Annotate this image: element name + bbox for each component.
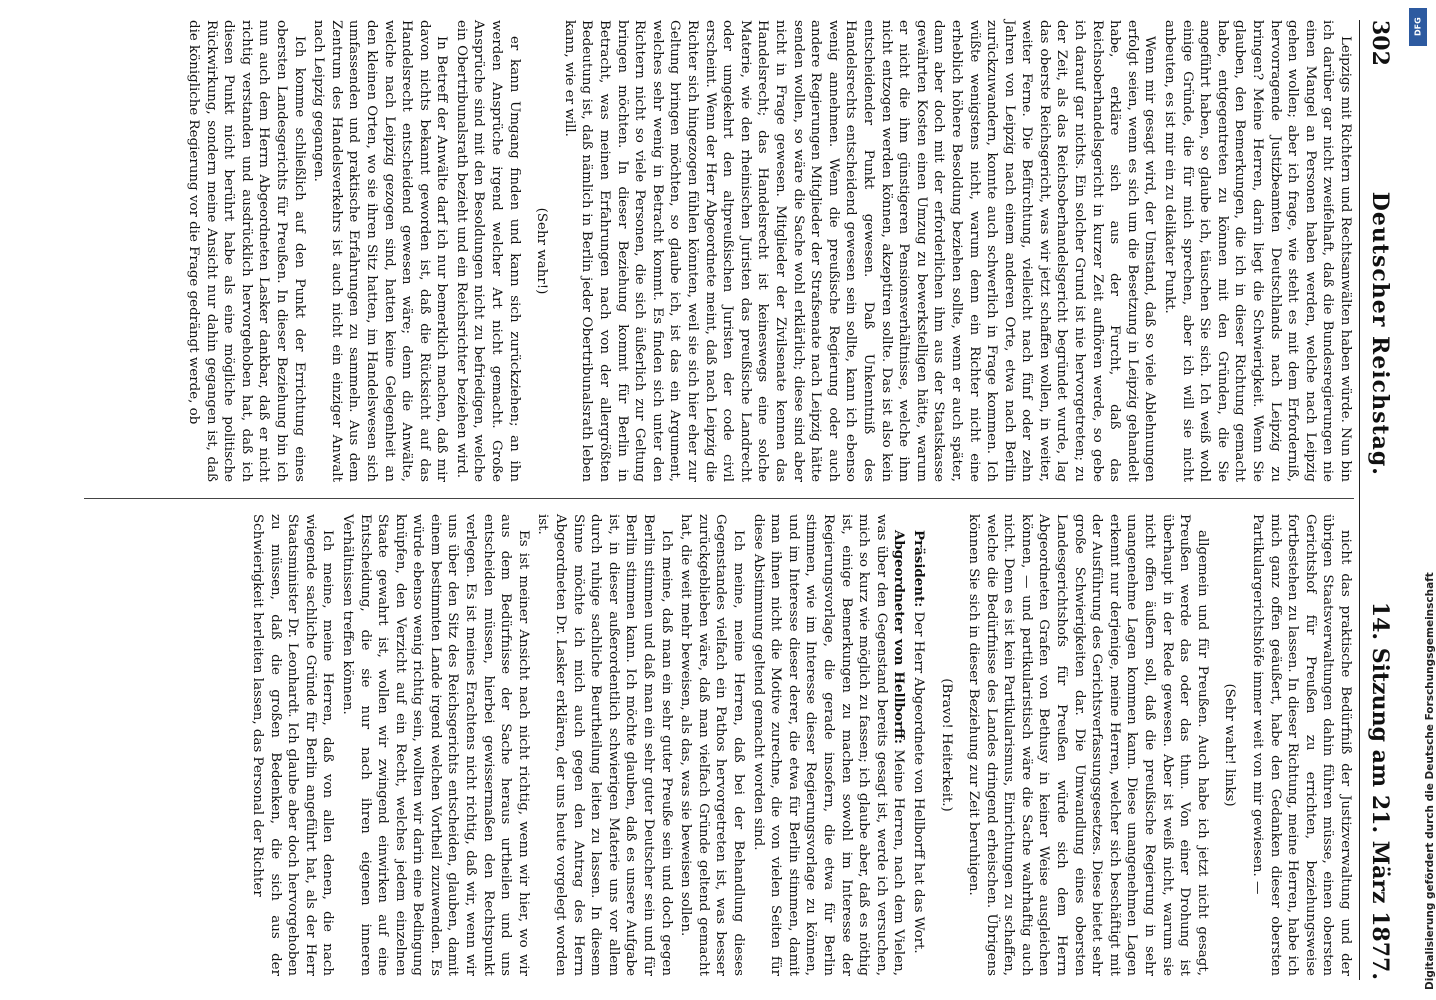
session-title: 14. Sitzung am 21. März 1877.	[1367, 601, 1393, 980]
paragraph: Ich komme schließlich auf den Punkt der Errichtung eines obersten Landesgerichts für Preußen. In dieser Beziehung bin ich nun auch dem Herrn Abgeordneten Lasker dankbar, daß er nicht richtig verstanden und ausdrücklich hervorgehoben hat, daß ich diesen Punkt nicht berührt habe als eine mögliche politische Rückwirkung, sondern meine Ansicht nur dahin gegangen ist, daß die königliche Regierung vor die Frage gedrängt werde, ob	[186, 20, 307, 482]
paragraph-text: Der Herr Abgeordnete von Hellborff hat das Wort.	[910, 611, 926, 954]
page-number: 302	[1367, 20, 1393, 66]
credit-text: Digitalisierung gefördert durch die Deutsche Forschungsgemeinschaft	[1424, 572, 1436, 990]
digitization-credit	[1402, 0, 1436, 1000]
paragraph: nicht das praktische Bedürfniß der Justizverwaltung und der übrigen Staatsverwaltungen dahin führen müsse, einen obersten Gerichtshof für Preußen zu errichten, beziehungsweise fortbestehen zu lassen. In dieser Richtung, meine Herren, habe ich mich ganz offen geäußert, habe den Gedanken dieser obersten Partikulargerichtshöfe immer weit von mir gewiesen. —	[1250, 514, 1353, 976]
paragraph: Ich meine, meine Herren, daß bei der Behandlung dieses Gegenstandes vielfach ein Pathos hervorgetreten ist, was besser zurückgeblieben wäre, daß man vielfach Gründe geltend gemacht hat, die weit mehr beweisen, als das, was sie beweisen sollen.	[678, 514, 746, 976]
paragraph: Ich meine, meine Herren, daß von allen denen, die nach wiegende sachliche Gründe für Berlin angeführt hat, als der Herr Staatsminister Dr. Leonhardt. Ich glaube aber doch hervorgehoben zu müssen, daß die großen Bedenken, die sich aus der Schwierigkeit herleiten lassen, das Personal der Richter	[249, 514, 336, 976]
rotated-page	[80, 20, 1400, 980]
paragraph: In Betreff der Anwälte darf ich nur bemerklich machen, daß mir davon nichts bekannt geworden ist, daß die Rücksicht auf das Handelsrecht entscheidend gewesen wäre; denn die Anwälte, welche nach Leipzig gezogen sind, hatten keine Gelegenheit an den kleinen Orten, wo sie ihren Sitz hatten, im Handelswesen sich umfassenden und praktische Erfahrungen zu sammeln. Aus dem Zentrum des Handelsverkehrs ist auch nicht ein einziger Anwalt nach Leipzig gegangen.	[311, 20, 450, 482]
speaker-label: Abgeordneter von Hellborff:	[891, 530, 908, 744]
paragraph: Ich meine, daß man ein sehr guter Preuße sein und doch gegen Berlin stimmen und daß man ein sehr guter Deutscher sein und für Berlin stimmen kann. Ich möchte glauben, daß es unsere Aufgabe ist, in dieser außerordentlich schwierigen Materie uns vor allem durch ruhige sachliche Beurtheilung leiten zu lassen. In diesem Sinne möchte ich mich auch gegen den Antrag des Herrn Abgeordneten Dr. Lasker erklären, der uns heute vorgelegt worden ist.	[535, 514, 674, 976]
speaker-label: Präsident:	[910, 530, 927, 608]
paragraph: Wenn mir gesagt wird, der Umstand, daß so viele Ablehnungen erfolgt seien, wenn es sich um die Besetzung in Leipzig gehandelt habe, erkläre sich aus der Furcht, daß das Reichsoberhandelsgericht in kurzer Zeit aufhören werde, so gebe ich darauf gar nichts. Ein solcher Grund ist nie hervorgetreten; zu der Zeit, als das Reichsoberhandelsgericht begründet wurde, lag das oberste Reichsgericht, was wir jetzt schaffen wollen, in weiter, weiter Ferne. Die Befürchtung, vielleicht nach fünf oder zehn Jahren von Leipzig nach einem anderen Orte, etwa nach Berlin zurückzuwandern, konnte auch schwerlich in Frage kommen. Ich wüßte wenigstens nicht, warum denn ein Richter nicht eine erheblich höhere Besoldung beziehen sollte, wenn er auch später, dann aber doch mit der erforderlichen ihm aus der Staatskasse gewährten Kosten einen Umzug zu bewerkstelligen hätte, warum er nicht die ihm günstigeren Pensionsverhältnisse, welche ihm nicht entzogen werden können, akzeptiren sollte. Das ist also kein entscheidender Punkt gewesen. Daß Unkenntniß des Handelsrechts entscheidend gewesen sein sollte, kann ich ebenso wenig annehmen. Wenn die preußische Regierung oder auch andere Regierungen Mitglieder der Strafsenate nach Leipzig hätte senden wollen, so wäre die Sache wohl erklärlich; diese sind aber nicht in Frage gewesen. Mitglieder der Zivilsenate kennen das Handelsrecht; das Handelsrecht ist keineswegs eine solche Materie, wie den rheinischen Juristen das preußische Landrecht oder umgekehrt den altpreußischen Juristen der code civil erscheint. Wenn der Herr Abgeordnete meint, daß nach Leipzig die Richter sich hingezogen fühlen könnten, weil sie sich hier eher zur Geltung bringen möchten, so glaube ich, ist das ein Argument, welches sehr wenig in Betracht kommt. Es finden sich unter den Richtern nicht so viele Personen, die sich äußerlich zur Geltung bringen möchten. In dieser Beziehung kommt für Berlin in Betracht, was meinen Erfahrungen nach von der allergrößten Bedeutung ist, daß nämlich in Berlin jeder Obertribunalsrath leben kann, wie er will.	[561, 20, 1158, 482]
interjection: (Sehr wahr! links)	[1222, 683, 1238, 807]
paragraph: Es ist meiner Ansicht nach nicht richtig, wenn wir hier, wo wir aus dem Bedürfnisse der Sache heraus urtheilen und uns entscheiden müssen, hierbei gewissermaßen den Rechtspunkt verlegen. Es ist meines Erachtens nicht richtig, daß wir, wenn wir uns über den Sitz des Reichsgerichts entscheiden, glauben, damit einem bestimmten Lande irgend welchen Vortheil zuzuwenden. Es würde ebenso wenig richtig sein, wollten wir darin eine Bedingung knüpfen, den Verzicht auf ein Recht, welches jedem einzelnen Staate gewahrt ist, wollen wir zwingend einwirken auf eine Entscheidung, die sie nur nach ihren eigenen inneren Verhältnissen treffen können.	[339, 514, 531, 976]
paragraph-text: Meine Herren, nach dem Vielen, was über den Gegenstand bereits gesagt ist, werde ich versuchen, mich so kurz wie möglich zu fassen; ich glaube aber, daß es nöthig ist, einige Bemerkungen zu machen sowohl im Interesse der Regierungsvorlage, die gerade insofern, die etwa für Berlin stimmen, wie im Interesse dieser Regierungsvorlage zu können, und im Interesse dieser derer, die etwa für Berlin stimmen, damit man ihnen nicht die Motive zurechne, die von vielen Seiten für diese Abstimmung geltend gemacht worden sind.	[750, 514, 907, 976]
publication-title: Deutscher Reichstag.	[1367, 191, 1393, 476]
paragraph: Leipzigs mit Richtern und Rechtsanwälten haben würde. Nun bin ich darüber gar nicht zweifelhaft, daß die Bundesregierungen nie einen Mangel an Personen haben werden, welche nach Leipzig gehen wollen; aber ich frage, wie steht es mit dem Erforderniß, hervorragende Justizbeamten Deutschlands nach Leipzig zu bringen? Meine Herren, darin liegt die Schwierigkeit. Wenn Sie glauben, den Bemerkungen, die ich in dieser Richtung gemacht habe, entgegentreten zu können mit den Gründen, die Sie angeführt haben, so glaube ich, täuschen Sie sich. Ich weiß wohl einige Gründe, die für mich sprechen, aber ich will sie nicht anbeuten, es ist mir ein zu delikater Punkt.	[1162, 20, 1353, 482]
paragraph: er kann Umgang finden und kann sich zurückziehen; an ihn werden Ansprüche irgend welcher Art nicht gemacht. Große Ansprüche sind mit den Besoldungen nicht zu befriedigen, welche ein Obertribunalsrath bezieht und ein Reichsrichter beziehen wird.	[453, 20, 522, 482]
page-header	[1359, 20, 1400, 980]
left-column	[84, 20, 1354, 482]
right-column	[84, 514, 1354, 976]
interjection: (Sehr wahr!)	[534, 207, 550, 295]
paragraph	[749, 514, 907, 976]
paragraph	[909, 514, 927, 976]
column-divider	[84, 498, 1354, 499]
paragraph: allgemein und für Preußen. Auch habe ich jetzt nicht gesagt, Preußen werde das oder das thun. Von einer Drohung ist überhaupt in der Rede gewesen. Aber ist weiß nicht, warum sie nicht offen äußern soll, daß die preußische Regierung in sehr unangenehme Lagen kommen kann. Diese unangenehmen Lagen erkennt nur derjenige, meine Herren, welcher sich beschäftigt mit der Ausführung des Gerichtsverfassungsgesetzes. Diese bietet sehr große Schwierigkeiten dar. Die Umwandlung eines obersten Landesgerichtshofs für Preußen würde sich dem Herrn Abgeordneten Grafen von Bethusy in keiner Weise ausgleichen können, — und partikularistisch wäre die Sache wahrhaftig auch nicht. Denn es ist kein Partikularismus, Einrichtungen zu schaffen, welche die Bedürfnisse des Landes dringend erheischen. Übrigens können Sie sich in dieser Beziehung zur Zeit beruhigen.	[966, 514, 1210, 976]
dfg-logo: DFG	[1409, 8, 1427, 46]
interjection: (Bravo! Heiterkeit.)	[938, 678, 954, 812]
